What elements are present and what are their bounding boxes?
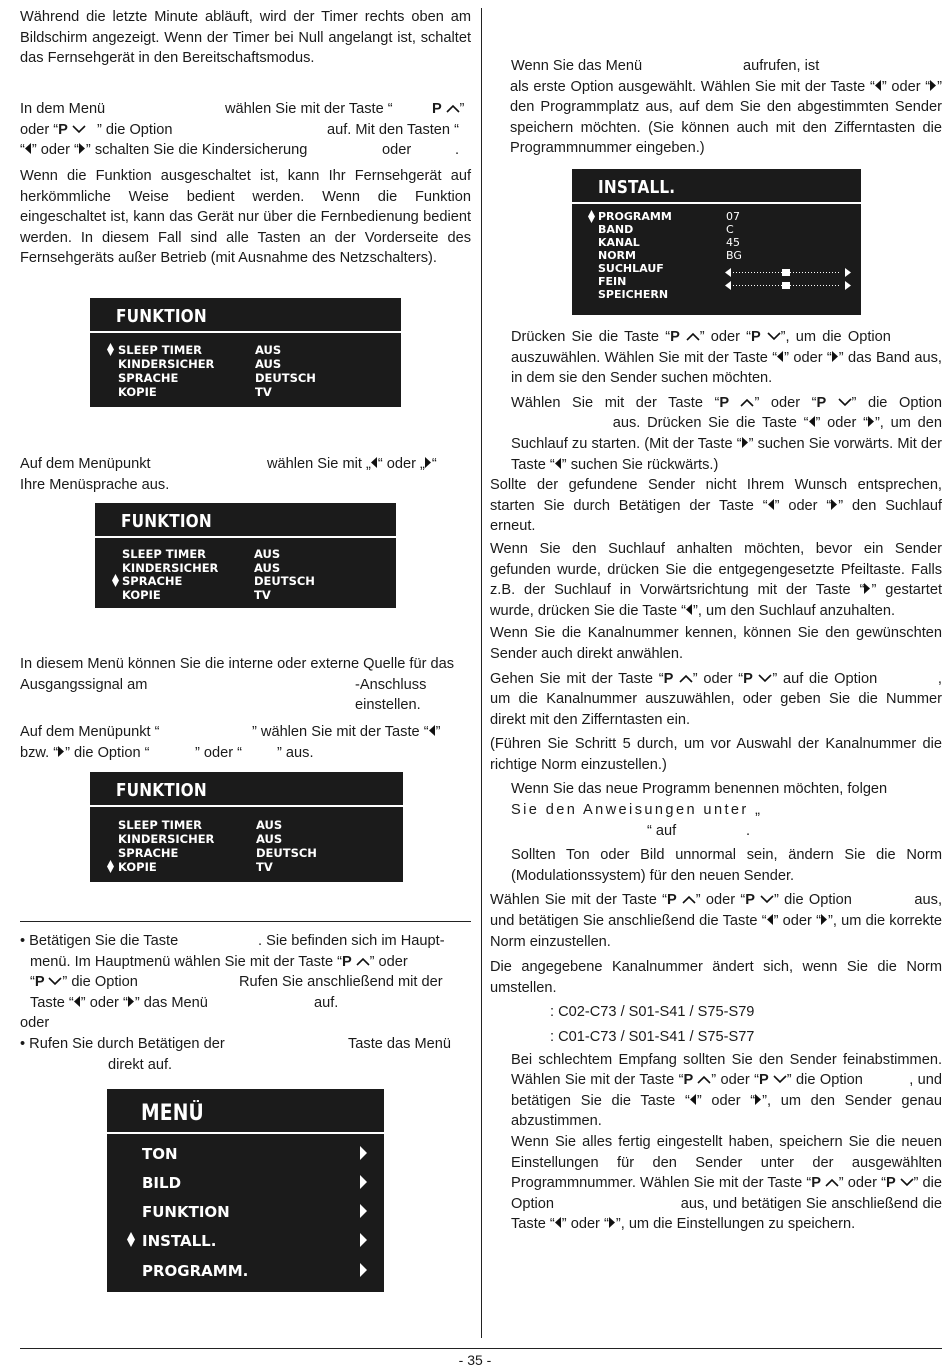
osd-row-value: AUS (255, 357, 282, 371)
osd-row-label: KANAL (598, 236, 640, 249)
right-paragraphs (490, 327, 942, 1235)
text: In diesem Menü können Sie die interne oder externe Quelle für das Ausgangssignal am (20, 656, 455, 693)
osd-row-value: C (726, 223, 734, 236)
text: ” aus. (277, 744, 314, 761)
text: auf. Mit den Tasten “ (327, 121, 459, 138)
text: Ihre Menüsprache aus. (20, 476, 170, 493)
osd-row-label: SLEEP TIMER (118, 343, 203, 357)
text: (Führen Sie Schritt 5 durch, um vor Auswahl der Kanalnummer die richtige Norm einzustellen.) (490, 736, 942, 773)
text: wählen Sie mit der Taste “ (225, 101, 393, 117)
text: als erste Option ausgewählt. Wählen Sie mit der Taste “ ” oder “ ” den Programmplatz aus, auf dem Sie den abgestimmten Sender speichern möchten. (Sie können auch mit den Zifferntasten die Programmnummer eingeben.) (510, 78, 942, 157)
text: . Sie befinden sich im Haupt- (258, 933, 445, 949)
cursor-icon (127, 1232, 134, 1245)
text: “ ” oder “ ” schalten Sie die Kindersicherung (20, 140, 307, 161)
osd-row-value: DEUTSCH (255, 371, 316, 385)
menu-item-programm: PROGRAMM. (142, 1262, 249, 1280)
osd-row-label: SPRACHE (118, 846, 179, 860)
osd-row-label: KINDERSICHER (118, 357, 215, 371)
chevron-up-icon (356, 952, 370, 973)
osd-row-value: TV (256, 860, 273, 874)
osd-row-value: AUS (255, 343, 282, 357)
osd-row-value: AUS (256, 832, 283, 846)
arrow-right-icon (128, 993, 135, 1014)
text: Die angegebene Kanalnummer ändert sich, wenn Sie die Norm umstellen. (490, 959, 942, 996)
osd-row-value: 07 (726, 210, 740, 223)
osd-install (572, 169, 861, 315)
chevron-up-icon (446, 99, 460, 120)
arrow-left-icon (74, 993, 81, 1014)
column-divider (481, 8, 482, 1338)
osd-row-value: AUS (254, 561, 281, 575)
text: Wenn Sie alles fertig eingestellt haben, speichern Sie die neuen Einstellungen für den Sender unter der ausgewählten Programmnummer. Wählen Sie mit der Taste “P ” oder “P ” die Option aus, und betätigen Sie anschließend die Taste “ ” oder “ ”, um die Einstellungen zu speichern. (511, 1133, 942, 1233)
text: Rufen Sie anschließend mit der (239, 974, 443, 991)
paragraph-kopie (20, 654, 471, 714)
menu-item-ton: TON (142, 1145, 178, 1163)
arrow-left-icon (371, 454, 378, 475)
osd-row-label: KINDERSICHER (118, 832, 215, 846)
cursor-icon (588, 210, 595, 223)
cursor-icon (112, 574, 119, 587)
osd-row-label: PROGRAMM (598, 210, 672, 223)
arrow-right-icon (425, 454, 432, 475)
text: Gehen Sie mit der Taste “P ” oder “P ” auf die Option , um die Kanalnummer auszuwählen, oder geben Sie die Nummer direkt mit den Zifferntasten ein. (490, 670, 942, 728)
arrow-left-icon (429, 722, 436, 743)
paragraph-kopie-option (20, 722, 471, 763)
paragraph-install-intro (490, 56, 942, 159)
text: Bei schlechtem Empfang sollten Sie den Sender feinabstimmen. Wählen Sie mit der Taste “P ” oder “P ” die Option , und betätigen Sie die Taste “ ” oder “ ”, um den Sender genau abzustimmen. (511, 1051, 943, 1130)
text: oder (382, 142, 412, 159)
fein-slider (725, 277, 851, 285)
section-divider (20, 921, 471, 922)
osd-row-value: BG (726, 249, 742, 262)
text: Taste das Menü (348, 1035, 452, 1052)
text: ” wählen Sie mit der Taste “ ” (252, 722, 440, 743)
paragraph-timer: Während die letzte Minute abläuft, wird der Timer rechts oben am Bildschirm angezeigt. Wenn der Timer bei Null angelangt ist, schaltet das Fernsehgerät in den Bereitschaftsmodus. (20, 9, 471, 67)
text: aufrufen, ist (743, 58, 820, 74)
text: ” die Option (97, 121, 173, 138)
chevron-down-icon (72, 120, 86, 141)
bullet-hauptmenu (20, 931, 471, 1075)
text: • Betätigen Sie die Taste (20, 933, 179, 949)
text: Wenn Sie das neue Programm benennen möchten, folgen Sie den Anweisungen unter „ “ auf . (511, 781, 888, 839)
text: menü. Im Hauptmenü wählen Sie mit der Taste “P ” oder (30, 954, 408, 970)
text: ” oder “ (195, 744, 243, 761)
text: Taste “ ” oder “ ” das Menü (30, 993, 208, 1014)
text: Sollten Ton oder Bild unnormal sein, ändern Sie die Norm (Modulationssystem) für den neuen Sender. (511, 847, 942, 884)
chevron-down-icon (48, 972, 62, 993)
text: Auf dem Menüpunkt (20, 456, 151, 472)
osd-row-value: DEUTSCH (254, 574, 315, 588)
text: Wenn Sie das Menü (511, 58, 643, 74)
footer-divider (20, 1348, 942, 1349)
text: Wählen Sie mit der Taste “P ” oder “P ” die Option aus, und betätigen Sie anschließend die Taste “ ” oder “ ”, um die korrekte Norm einzustellen. (490, 892, 943, 950)
paragraph-kindersicher-detail: Wenn die Funktion ausgeschaltet ist, kann Ihr Fernsehgerät auf herkömmliche Weise bedient werden. Wenn die Funktion eingeschaltet ist, kann das Gerät nur über die Fernbedienung bedient werden. In diesem Fall sind alle Tasten an der Vorderseite des Fernsehgeräts außer Betrieb (mit Ausnahme des Netzschalters). (20, 168, 471, 267)
text: Wenn Sie die Kanalnummer kennen, können Sie den gewünschten Sender auch direkt anwählen. (490, 625, 942, 662)
osd-row-label: FEIN (598, 275, 627, 288)
osd-row-label: BAND (598, 223, 634, 236)
menu-item-install: INSTALL. (142, 1232, 217, 1250)
osd-row-value: AUS (256, 818, 283, 832)
arrow-right-icon (360, 1263, 367, 1282)
text: oder (20, 1015, 50, 1032)
text: In dem Menü (20, 101, 106, 117)
osd-row-label: SPEICHERN (598, 288, 669, 301)
text: oder “P (20, 120, 86, 141)
text: “P ” die Option (30, 972, 138, 993)
text: Sollte der gefundene Sender nicht Ihrem Wunsch entsprechen, starten Sie durch Betätigen der Taste “ ” oder “ ” den Suchlauf erneut. (490, 477, 942, 535)
text: Auf dem Menüpunkt “ (20, 724, 160, 740)
osd-row-value: TV (255, 385, 272, 399)
osd-row-label: NORM (598, 249, 636, 262)
osd-row-value: DEUTSCH (256, 846, 317, 860)
osd-row-label: SPRACHE (118, 371, 179, 385)
osd-title: INSTALL. (598, 177, 676, 198)
osd-title: FUNKTION (121, 511, 212, 532)
osd-row-label: KOPIE (118, 860, 157, 874)
osd-title: MENÜ (141, 1101, 204, 1126)
osd-row-value: 45 (726, 236, 740, 249)
osd-row-value: TV (254, 588, 271, 602)
arrow-right-icon (360, 1204, 367, 1223)
cursor-icon (107, 343, 114, 356)
osd-row-label: SLEEP TIMER (118, 818, 203, 832)
text: auf. (314, 994, 339, 1011)
suchlauf-slider (725, 264, 851, 272)
text: bzw. “ ” die Option “ (20, 743, 149, 764)
text: Wenn Sie den Suchlauf anhalten möchten, bevor ein Sender gefunden wurde, drücken Sie die entgegengesetzte Pfeiltaste. Falls z.B. der Suchlauf in Vorwärtsrichtung mit der Taste “ ” gestartet wurde, drücken Sie die Taste “ ”, um den Suchlauf anzuhalten. (490, 540, 942, 619)
page-number: - 35 - (458, 1352, 492, 1368)
arrow-right-icon (58, 743, 65, 764)
cursor-icon (107, 860, 114, 873)
osd-main-menu (107, 1089, 384, 1292)
text: • Rufen Sie durch Betätigen der (20, 1035, 225, 1052)
menu-item-bild: BILD (142, 1174, 182, 1192)
osd-title: FUNKTION (116, 306, 207, 327)
osd-row-label: SLEEP TIMER (122, 547, 207, 561)
arrow-right-icon (360, 1175, 367, 1194)
text: Drücken Sie die Taste “P ” oder “P ”, um die Option auszuwählen. Wählen Sie mit der Taste “ ” oder “ ” das Band aus, in dem sie den Sender suchen möchten. (511, 329, 942, 387)
paragraph-kindersicher-intro (20, 99, 471, 161)
arrow-right-icon (360, 1233, 367, 1252)
text: direkt auf. (108, 1056, 173, 1073)
osd-title: FUNKTION (116, 780, 207, 801)
arrow-right-icon (360, 1146, 367, 1165)
osd-row-label: KINDERSICHER (122, 561, 219, 575)
osd-row-label: SUCHLAUF (598, 262, 664, 275)
text: . (455, 142, 460, 159)
arrow-right-icon (79, 140, 86, 161)
text: -Anschluss einstellen. (355, 676, 427, 714)
osd-row-label: KOPIE (118, 385, 157, 399)
text: : C02-C73 / S01-S41 / S75-S79 (550, 1004, 755, 1021)
arrow-left-icon (25, 140, 32, 161)
paragraph-sprache (20, 454, 471, 495)
text: Wählen Sie mit der Taste “P ” oder “P ” die Option aus. Drücken Sie die Taste “ ” oder “ ”, um den Suchlauf zu starten. (Mit der Taste “ ” suchen Sie vorwärts. Mit der Taste “ ” suchen Sie rückwärts.) (511, 394, 943, 473)
text: : C01-C73 / S01-S41 / S75-S77 (550, 1029, 755, 1045)
text: wählen Sie mit „ “ oder „ “ (267, 454, 437, 475)
osd-funktion-kopie (90, 772, 403, 882)
menu-item-funktion: FUNKTION (142, 1203, 230, 1221)
key-p-up: P ” (432, 99, 464, 120)
osd-funktion-kindersicher (90, 298, 401, 407)
osd-row-label: SPRACHE (122, 574, 183, 588)
osd-row-value: AUS (254, 547, 281, 561)
osd-row-label: KOPIE (122, 588, 161, 602)
osd-funktion-sprache (95, 503, 396, 608)
